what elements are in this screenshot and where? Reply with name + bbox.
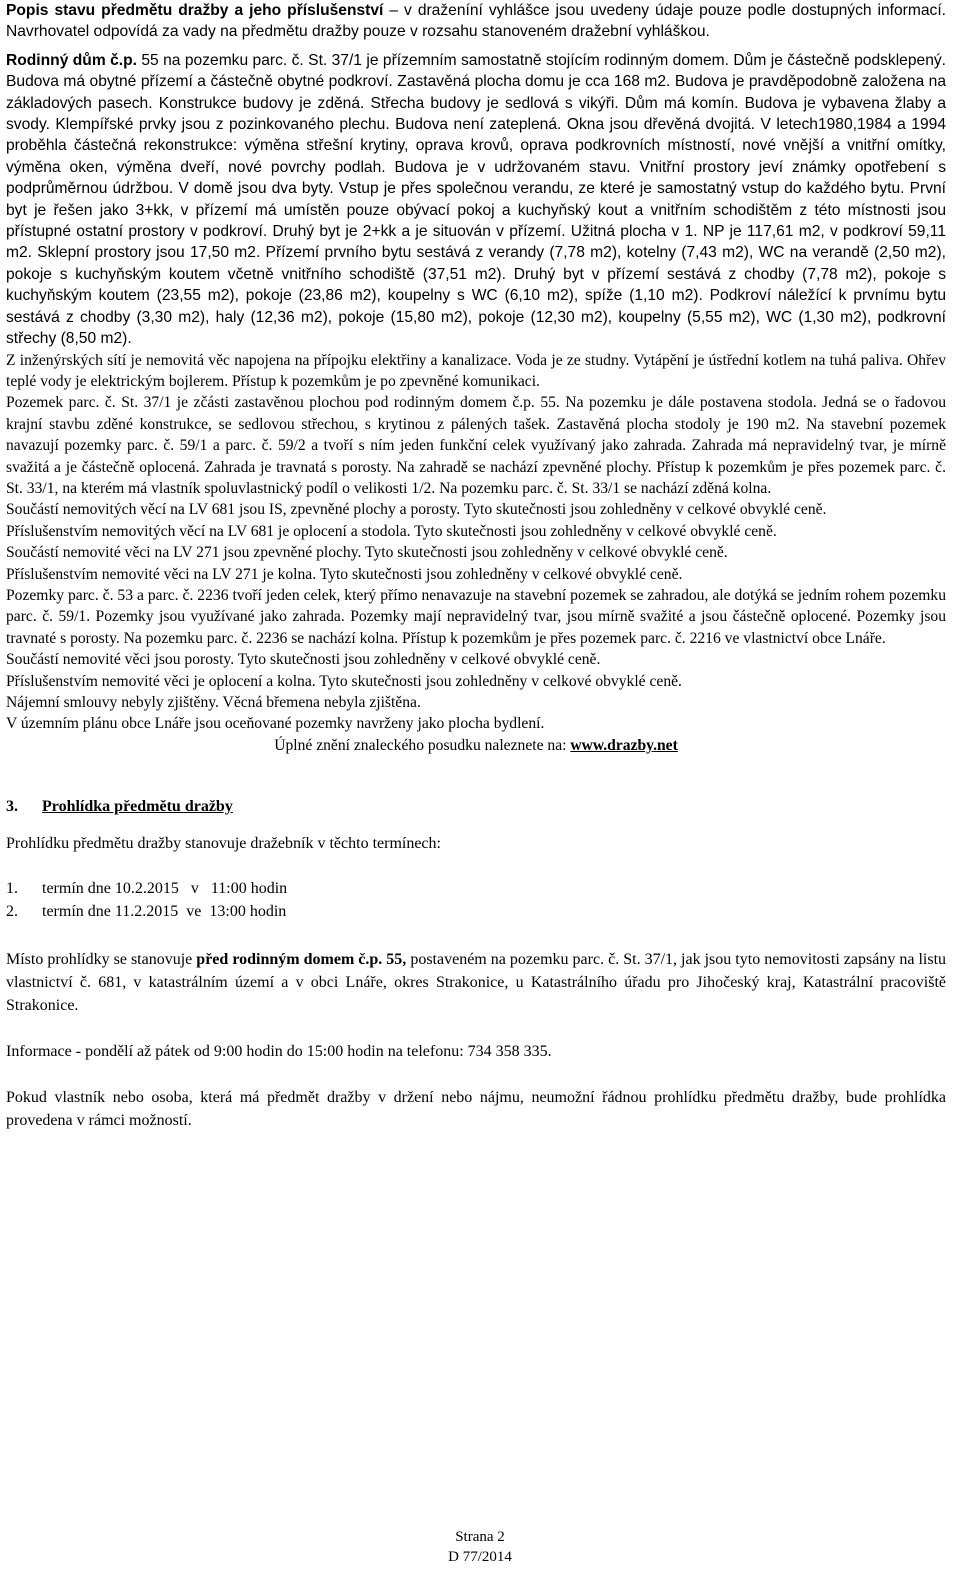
intro-paragraph — [6, 0, 946, 43]
drazby-link[interactable]: www.drazby.net — [570, 736, 678, 754]
document-id: D 77/2014 — [448, 1549, 512, 1565]
other-components: Součástí nemovité věci jsou porosty. Tyto skutečnosti jsou zohledněny v celkové obvyklé ceně. — [6, 651, 601, 669]
lease-paragraph: Nájemní smlouvy nebyly zjištěny. Věcná břemena nebyla zjištěna. — [6, 694, 421, 711]
intro-heading-rest: – v draženíní vyhlášce jsou uvedeny údaje pouze podle dostupných informací. Navrhovatel odpovídá za vady na předmětu dražby pouze v rozsahu stanoveném dražební vyhláškou. — [6, 2, 947, 41]
document-page — [6, 0, 946, 1132]
lv681-components: Součástí nemovitých věcí na LV 681 jsou IS, zpevněné plochy a porosty. Tyto skutečnosti jsou zohledněny v celkové obvyklé ceně. — [6, 501, 827, 519]
place-prefix: Místo prohlídky se stanovuje — [6, 951, 197, 969]
section-number: 3. — [6, 798, 18, 816]
inspection-absence: Pokud vlastník nebo osoba, která má předmět dražby v držení nebo nájmu, neumožní řádnou prohlídku předmětu dražby, bude prohlídka provedena v rámci možností. — [6, 1089, 946, 1130]
house-location: 55 na pozemku parc. č. St. 37/1 je přízemním samostatně stojícím rodinným domem. — [136, 51, 729, 69]
inspection-lead: Prohlídku předmětu dražby stanovuje dražebník v těchto termínech: — [6, 835, 441, 853]
house-intro — [6, 50, 946, 350]
place-bold: před rodinným domem č.p. 55, — [196, 951, 407, 969]
section-title: Prohlídka předmětu dražby — [42, 798, 233, 816]
other-plots-paragraph: Pozemky parc. č. 53 a parc. č. 2236 tvoří jeden celek, který přímo nenavazuje na stavební pozemek se zahradou, ale dotýká se jedním rohem pozemku parc. č. 59/1. Pozemky jsou využívané jako zahrada. Pozemky mají nepravidelný tvar, jsou mírně svažité a jsou částečně oplocené. Pozemky jsou travnaté s porosty. Na pozemku parc. č. 2236 se nachází kolna. Přístup k pozemkům je přes pozemek parc. č. 2216 ve vlastnictví obce Lnáře. — [6, 586, 946, 647]
house-description: Dům je částečně podsklepený. Budova má obytné přízemí a částečně obytné podkroví. Zastavěná plocha domu je cca 168 m2. Budova je pravděpodobně založena na základových pasech. Konstrukce budovy je zděná. Střecha budovy je sedlová s vikýři. Dům má komín. Budova je vybavena žlaby a svody. Klempířské prvky jsou z pozinkovaného plechu. Budova není zateplená. Okna jsou dřevěná dvojitá. V letech1980,1984 a 1994 proběhla částečná rekonstrukce: výměna střešní krytiny, oprava krovů, oprava podkrovních místností, nové vnější a vnitřní omítky, výměna oken, výměna dveří, nové povrchy podlah. Budova je v udržovaném stavu. Vnitřní prostory jeví známky opotřebení s podprůměrnou údržbou. V domě jsou dva byty. Vstup je přes společnou verandu, ze které je samostatný vstup do každého bytu. První byt je řešen jako 3+kk, v přízemí má umístěn pouze obývací pokoj a kuchyňský kout a vnitřním schodištěm z této místnosti jsou přístupné ostatní prostory v podkroví. Druhý byt je 2+kk a je situován v přízemí. Užitná plocha v 1. NP je 117,61 m2, v podkroví 59,11 m2. Sklepní prostory jsou 17,50 m2. Přízemí prvního bytu sestává z verandy (7,78 m2), kotelny (7,43 m2), WC na verandě (2,50 m2), pokoje s kuchyňským koutem včetně vnitřního schodiště (37,51 m2). Druhý byt v přízemí sestává z chodby (7,78 m2), pokoje s kuchyňským koutem (23,55 m2), pokoje (23,86 m2), koupelny s WC (6,10 m2), spíže (1,10 m2). Podkroví náležící k prvnímu bytu sestává z chodby (3,30 m2), haly (12,36 m2), pokoje (15,80 m2), pokoje (12,30 m2), koupelny (5,55 m2), WC (1,30 m2), podkrovní střechy (8,50 m2). — [6, 51, 946, 348]
full-text-line — [6, 735, 946, 756]
land-paragraph: Pozemek parc. č. St. 37/1 je zčásti zastavěnou plochou pod rodinným domem č.p. 55. Na pozemku je dále postavena stodola. Jedná se o řadovou krajní stavbu zděné konstrukce, se sedlovou střechou, s krytinou z pálených tašek. Zastavěná plocha stodoly je 190 m2. Na stavební pozemek navazují pozemky parc. č. 59/1 a parc. č. 59/2 a tvoří s ním jeden funkční celek využívaný jako zahrada. Zahrada má nepravidelný tvar, je mírně svažitá a je částečně oplocená. Zahrada je travnatá s porosty. Na zahradě se nachází zpevněné plochy. Přístup k pozemkům je přes pozemek parc. č. St. 33/1, na kterém má vlastník spoluvlastnický podíl o velikosti 1/2. Na pozemku parc. č. St. 33/1 se nachází zděná kolna. — [6, 394, 946, 497]
inspection-terms — [6, 877, 946, 923]
intro-heading: Popis stavu předmětu dražby a jeho příslušenství — [6, 2, 384, 19]
term-text: termín dne 10.2.2015 v 11:00 hodin — [42, 880, 288, 898]
full-text-prefix: Úplné znění znaleckého posudku naleznete na: — [274, 736, 571, 754]
term-number: 1. — [6, 880, 18, 898]
inspection-place — [6, 948, 946, 1017]
section-3-heading — [6, 796, 946, 818]
description-paragraphs — [6, 350, 946, 757]
term-text: termín dne 11.2.2015 ve 13:00 hodin — [42, 903, 287, 921]
term-item — [6, 877, 946, 900]
lv271-accessories: Příslušenstvím nemovité věci na LV 271 je kolna. Tyto skutečnosti jsou zohledněny v celkové obvyklé ceně. — [6, 565, 683, 583]
term-number: 2. — [6, 903, 18, 921]
other-accessories: Příslušenstvím nemovité věci je oplocení a kolna. Tyto skutečnosti jsou zohledněny v celkové obvyklé ceně. — [6, 672, 682, 690]
zoning-paragraph: V územním plánu obce Lnáře jsou oceňované pozemky navrženy jako plocha bydlení. — [6, 715, 545, 733]
house-label: Rodinný dům č.p. — [6, 51, 137, 69]
term-item — [6, 900, 946, 923]
lv271-components: Součástí nemovité věci na LV 271 jsou zpevněné plochy. Tyto skutečnosti jsou zohledněny v celkové obvyklé ceně. — [6, 544, 728, 562]
place-rest: postaveném na pozemku parc. č. St. 37/1, jak jsou tyto nemovitosti zapsány na listu vlastnictví č. 681, v katastrálním území a v obci Lnáře, okres Strakonice, u Katastrálního úřadu pro Jihočeský kraj, Katastrální pracoviště Strakonice. — [6, 951, 947, 1015]
lv681-accessories: Příslušenstvím nemovitých věcí na LV 681 je oplocení a stodola. Tyto skutečnosti jsou zohledněny v celkové obvyklé ceně. — [6, 522, 777, 540]
inspection-info: Informace - pondělí až pátek od 9:00 hodin do 15:00 hodin na telefonu: 734 358 335. — [6, 1043, 552, 1061]
utilities-paragraph: Z inženýrských sítí je nemovitá věc napojena na přípojku elektřiny a kanalizace. Voda je ze studny. Vytápění je ústřední kotlem na tuhá paliva. Ohřev teplé vody je elektrickým bojlerem. Přístup k pozemkům je po zpevněné komunikaci. — [6, 351, 946, 390]
page-number: Strana 2 — [455, 1529, 505, 1545]
